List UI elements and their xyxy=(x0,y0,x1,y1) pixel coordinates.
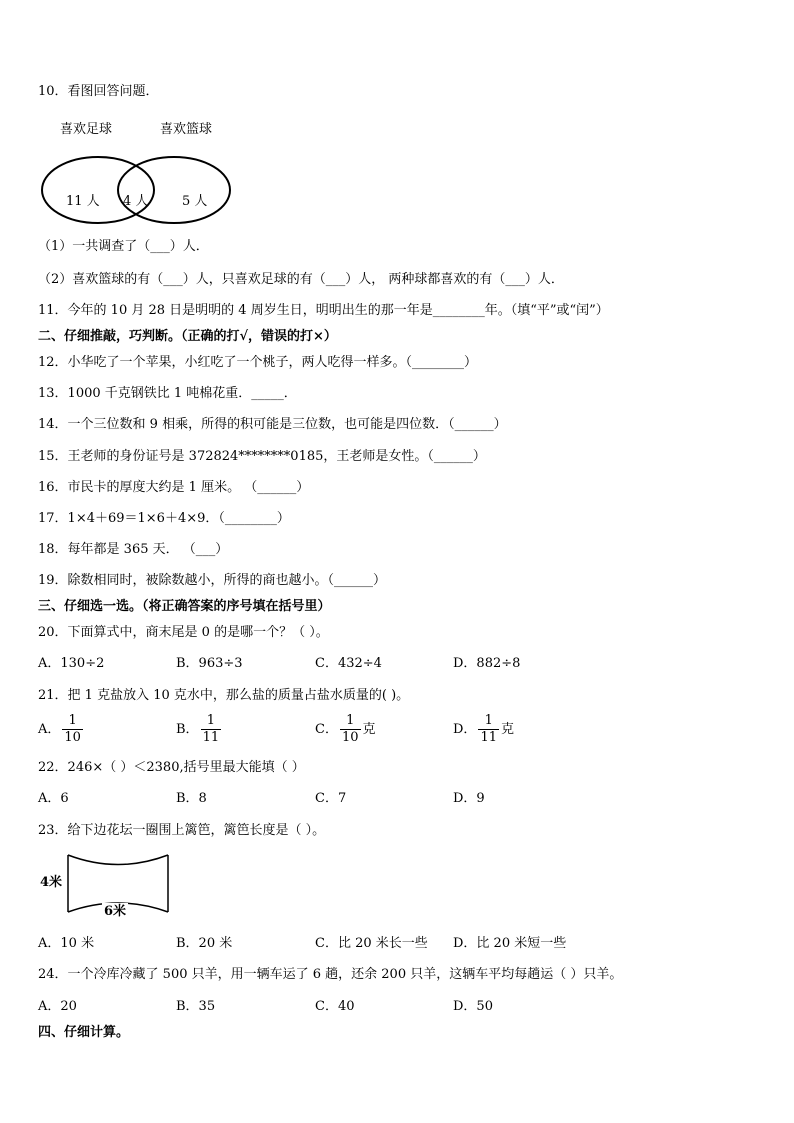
fraction xyxy=(201,713,222,746)
question-16: 16．市民卡的厚度大约是 1 厘米。 （______） xyxy=(38,480,310,495)
question-22-option-d: D．9 xyxy=(453,791,485,806)
question-22-option-b: B．8 xyxy=(176,791,207,806)
option-unit: 克 xyxy=(362,722,376,737)
question-22-option-c: C．7 xyxy=(315,791,347,806)
question-20-option-c: C．432÷4 xyxy=(315,656,382,671)
question-21-option-d xyxy=(453,713,514,746)
fraction-numerator: 1 xyxy=(62,713,83,730)
venn-left-only: 11 人 xyxy=(66,194,100,209)
question-10-sub2: （2）喜欢篮球的有（___）人，只喜欢足球的有（___）人， 两种球都喜欢的有（___）人． xyxy=(38,272,564,287)
question-20-option-d: D．882÷8 xyxy=(453,656,521,671)
question-23-option-b: B．20 米 xyxy=(176,936,233,951)
question-23-option-a: A．10 米 xyxy=(38,936,95,951)
fraction-denominator: 11 xyxy=(202,730,220,745)
question-24-stem: 24．一个冷库冷藏了 500 只羊，用一辆车运了 6 趟，还余 200 只羊，这辆车平均每趟运（ ）只羊。 xyxy=(38,967,623,982)
fraction xyxy=(478,713,499,746)
question-11: 11．今年的 10 月 28 日是明明的 4 周岁生日，明明出生的那一年是________年。（填“平”或“闰”） xyxy=(38,303,609,318)
question-24-option-d: D．50 xyxy=(453,999,493,1014)
question-24-option-c: C．40 xyxy=(315,999,355,1014)
option-unit: 克 xyxy=(500,722,514,737)
question-20-stem: 20．下面算式中，商末尾是 0 的是哪一个？（ ）。 xyxy=(38,625,329,640)
fraction-denominator: 10 xyxy=(341,730,359,745)
question-20-option-a: A．130÷2 xyxy=(38,656,105,671)
question-12: 12．小华吃了一个苹果，小红吃了一个桃子，两人吃得一样多。（________） xyxy=(38,355,478,370)
question-21-option-c xyxy=(315,713,376,746)
section-4-heading: 四、仔细计算。 xyxy=(38,1025,130,1040)
flowerbed-bottom-label: 6米 xyxy=(104,904,127,919)
question-13: 13．1000 千克钢铁比 1 吨棉花重．_____． xyxy=(38,386,297,401)
question-14: 14．一个三位数和 9 相乘，所得的积可能是三位数，也可能是四位数．（______） xyxy=(38,417,507,432)
fraction xyxy=(340,713,361,746)
venn-right-label: 喜欢篮球 xyxy=(160,122,213,137)
option-letter: A． xyxy=(38,722,61,737)
question-23-option-d: D．比 20 米短一些 xyxy=(453,936,567,951)
fraction xyxy=(62,713,83,746)
venn-left-label: 喜欢足球 xyxy=(60,122,113,137)
question-15: 15．王老师的身份证号是 372824********0185，王老师是女性。（______） xyxy=(38,449,486,464)
question-10-sub1: （1）一共调查了（___）人． xyxy=(38,239,209,254)
question-22-option-a: A．6 xyxy=(38,791,69,806)
option-letter: C． xyxy=(315,722,338,737)
question-10-title: 10．看图回答问题． xyxy=(38,84,159,99)
venn-both: 4 人 xyxy=(123,194,149,209)
flowerbed-side-label: 4米 xyxy=(40,875,63,890)
question-19: 19．除数相同时，被除数越小，所得的商也越小。（______） xyxy=(38,573,387,588)
question-20-option-b: B．963÷3 xyxy=(176,656,243,671)
section-3-heading: 三、仔细选一选。（将正确答案的序号填在括号里） xyxy=(38,599,331,614)
question-21-option-a xyxy=(38,713,85,746)
question-18: 18．每年都是 365 天． （___） xyxy=(38,542,229,557)
option-letter: D． xyxy=(453,722,477,737)
fraction-denominator: 11 xyxy=(480,730,497,745)
question-21-stem: 21．把 1 克盐放入 10 克水中，那么盐的质量占盐水质量的( )。 xyxy=(38,688,410,703)
question-23-stem: 23．给下边花坛一圈围上篱笆，篱笆长度是（ ）。 xyxy=(38,823,326,838)
question-21-option-b xyxy=(176,713,223,746)
question-17: 17．1×4＋69＝1×6＋4×9．（________） xyxy=(38,511,290,526)
question-24-option-a: A．20 xyxy=(38,999,77,1014)
fraction-numerator: 1 xyxy=(478,713,499,730)
venn-right-only: 5 人 xyxy=(182,194,208,209)
fraction-numerator: 1 xyxy=(201,713,222,730)
question-23-option-c: C．比 20 米长一些 xyxy=(315,936,428,951)
fraction-denominator: 10 xyxy=(64,730,81,745)
section-2-heading: 二、仔细推敲，巧判断。（正确的打√，错误的打×） xyxy=(38,329,337,344)
question-22-stem: 22．246×（ ）＜2380,括号里最大能填（ ） xyxy=(38,760,305,775)
fraction-numerator: 1 xyxy=(340,713,361,730)
question-24-option-b: B．35 xyxy=(176,999,216,1014)
option-letter: B． xyxy=(176,722,199,737)
